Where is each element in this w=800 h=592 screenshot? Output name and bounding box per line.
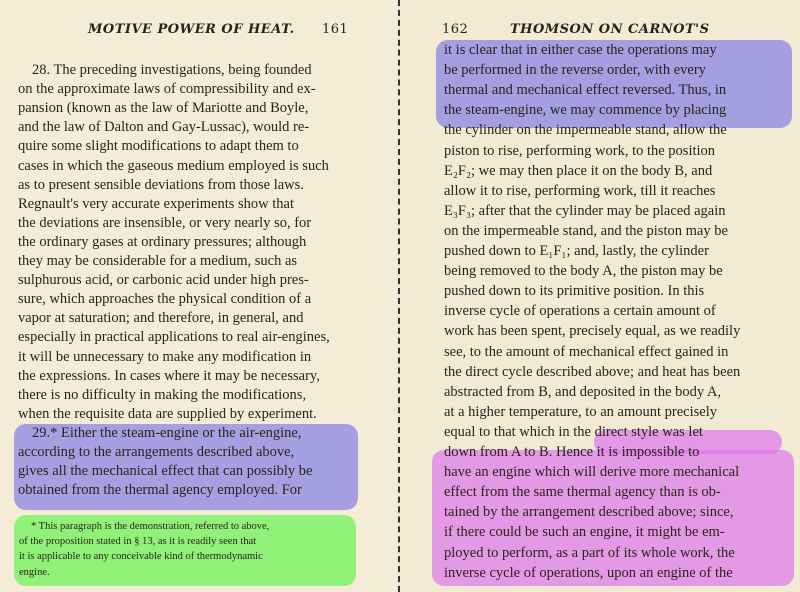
text-line: if there could be such an engine, it might be em-: [444, 524, 725, 541]
text-line: cases in which the gaseous medium employed is such: [18, 157, 329, 174]
text-line: and the law of Dalton and Gay-Lussac), would re-: [18, 119, 310, 136]
text-line: pansion (known as the law of Mariotte and Boyle,: [18, 100, 309, 117]
text-line: as to present sensible deviations from those laws.: [18, 176, 304, 193]
text-line: especially in practical applications to real air-engines,: [18, 329, 330, 346]
text-line: on the impermeable stand, and the piston may be: [444, 222, 728, 239]
text-line: on the approximate laws of compressibility and ex-: [18, 81, 316, 98]
page-gutter: [398, 0, 400, 592]
text-line: according to the arrangements described above,: [18, 444, 295, 460]
text-line: piston to rise, performing work, to the position: [444, 142, 716, 159]
text-line: work has been spent, precisely equal, as we readily: [444, 323, 741, 340]
text-line: obtained from the thermal agency employed. For: [18, 482, 302, 499]
text-line: effect from the same thermal agency than is ob-: [444, 484, 721, 501]
right-page-number: 162: [442, 22, 469, 37]
left-page-number: 161: [322, 22, 349, 37]
text-line: tained by the arrangement described above; since,: [444, 504, 734, 521]
text-line: they may be considerable for a medium, such as: [18, 253, 298, 269]
text-line: see, to the amount of mechanical effect gained in: [444, 343, 729, 360]
text-line: engine.: [19, 566, 50, 578]
text-line: inverse cycle of operations, upon an engine of the: [444, 564, 733, 581]
text-line: sulphurous acid, or carbonic acid under high pres-: [18, 272, 309, 289]
text-line: there is no difficulty in making the modifications,: [18, 386, 307, 403]
text-line: have an engine which will derive more mechanical: [444, 464, 740, 481]
text-line: the expressions. In cases where it may be necessary,: [18, 367, 320, 384]
text-line: it is clear that in either case the operations may: [444, 42, 717, 58]
right-page: [404, 0, 800, 592]
text-line: be performed in the reverse order, with every: [444, 62, 706, 79]
text-line: E₂F₂; we may then place it on the body B, and: [444, 162, 713, 179]
text-line: thermal and mechanical effect reversed. Thus, in: [444, 82, 727, 99]
text-line: allow it to rise, performing work, till it reaches: [444, 182, 716, 199]
text-line: 29.* Either the steam-engine or the air-engine,: [32, 424, 302, 441]
text-line: it will be unnecessary to make any modification in: [18, 348, 312, 365]
text-line: the direct cycle described above; and heat has been: [444, 363, 741, 380]
text-line: pushed down to its primitive position. In this: [444, 283, 705, 300]
text-line: sure, which approaches the physical condition of a: [18, 291, 312, 308]
text-line: equal to that which in the direct style was let: [444, 423, 703, 440]
text-line: the ordinary gases at ordinary pressures; although: [18, 233, 307, 250]
text-line: the steam-engine, we may commence by placing: [444, 102, 727, 119]
text-line: vapor at saturation; and therefore, in general, and: [18, 310, 304, 327]
text-line: inverse cycle of operations a certain amount of: [444, 303, 716, 320]
right-running-head: THOMSON ON CARNOT'S: [510, 22, 710, 37]
text-line: of the proposition stated in § 13, as it is readily seen that: [19, 536, 257, 548]
text-line: gives all the mechanical effect that can possibly be: [18, 463, 313, 480]
left-page: [0, 0, 396, 592]
text-line: quire some slight modifications to adapt them to: [18, 138, 299, 155]
text-line: pushed down to E₁F₁; and, lastly, the cylinder: [444, 243, 709, 259]
text-line: 28. The preceding investigations, being founded: [32, 62, 312, 78]
text-line: when the requisite data are supplied by experiment.: [18, 405, 317, 422]
text-line: E₃F₃; after that the cylinder may be placed again: [444, 202, 726, 219]
text-line: at a higher temperature, to an amount precisely: [444, 403, 717, 420]
text-line: abstracted from B, and deposited in the body A,: [444, 383, 722, 400]
left-running-head: MOTIVE POWER OF HEAT.: [88, 22, 295, 37]
text-line: the cylinder on the impermeable stand, allow the: [444, 122, 727, 139]
text-line: down from A to B. Hence it is impossible to: [444, 444, 700, 460]
text-line: ployed to perform, as a part of its whole work, the: [444, 544, 735, 561]
text-line: * This paragraph is the demonstration, referred to above,: [31, 521, 270, 532]
text-line: the deviations are insensible, or very nearly so, for: [18, 214, 312, 231]
text-line: being removed to the body A, the piston may be: [444, 263, 723, 280]
text-line: it is applicable to any conceivable kind of thermodynamic: [19, 551, 263, 563]
text-line: Regnault's very accurate experiments show that: [18, 195, 295, 212]
